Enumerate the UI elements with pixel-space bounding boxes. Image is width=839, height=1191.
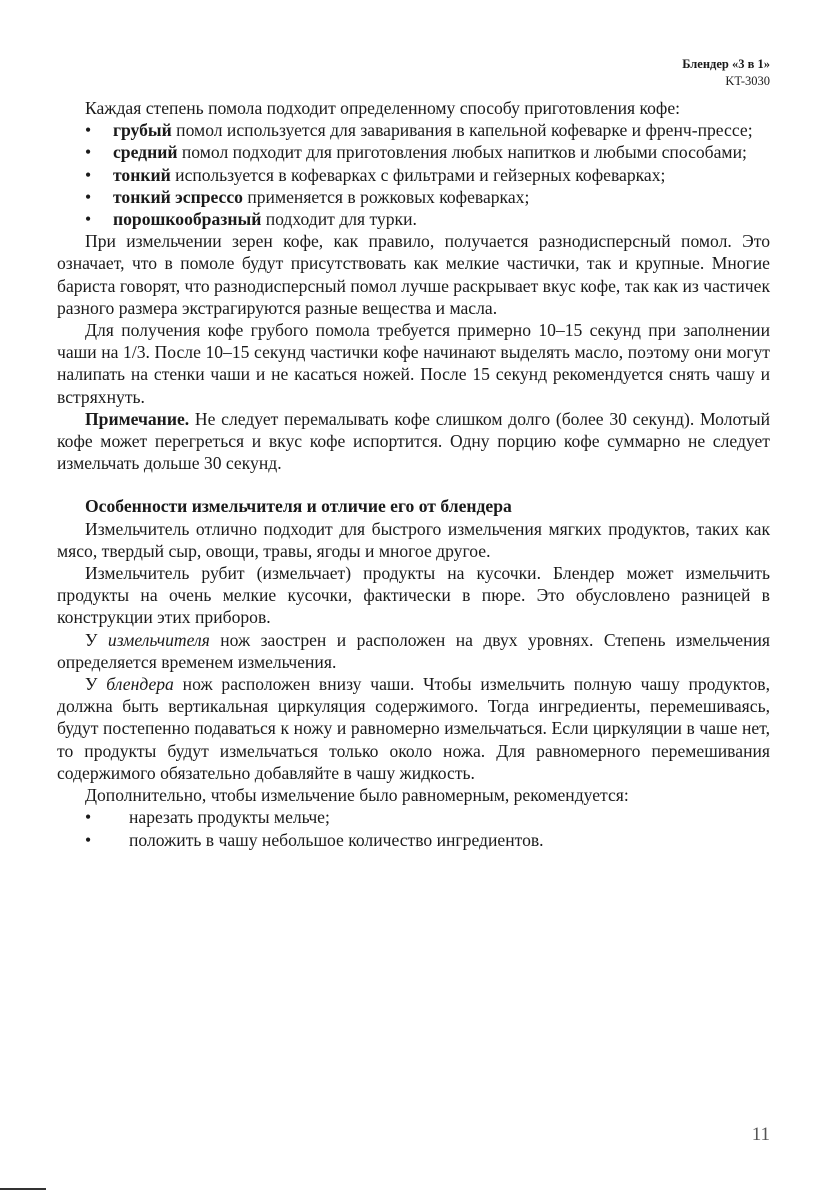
bullet: • <box>85 829 92 850</box>
paragraph-chopper-knife: У измельчителя нож заострен и расположен на двух уровнях. Степень измельчения определяется временем измельчения. <box>57 629 771 672</box>
list-item <box>57 186 770 208</box>
grind-text: используется в кофеварках с фильтрами и гейзерных кофеварках; <box>170 164 666 185</box>
tips-list <box>57 806 770 850</box>
paragraph-grind-dispersion: При измельчении зерен кофе, как правило, получается разнодисперсный помол. Это означает, что в помоле будут присутствовать как мелкие частички, так и крупные. Многие бариста говорят, что разнодисперсный помол лучше раскрывает вкус кофе, так как из частичек разного размера экстрагируются разные вещества и масла. <box>57 231 770 318</box>
header-title: Блендер «3 в 1» <box>682 57 770 71</box>
grind-text: подходит для турки. <box>261 209 417 230</box>
grind-term: тонкий эспрессо <box>113 186 243 207</box>
section-title: Особенности измельчителя и отличие его от блендера <box>85 496 512 517</box>
intro-paragraph: Каждая степень помола подходит определенному способу приготовления кофе: <box>85 98 681 118</box>
paragraph-chopper-use: Измельчитель отлично подходит для быстрого измельчения мягких продуктов, таких как мясо, твердый сыр, овощи, травы, ягоды и многое другое. <box>57 518 770 561</box>
page-header <box>682 56 770 90</box>
page-content <box>57 97 770 851</box>
note-text: Не следует перемалывать кофе слишком долго (более 30 секунд). Молотый кофе может перегреться и вкус кофе испортится. Одну порцию кофе суммарно не следует измельчать дольше 30 секунд. <box>57 408 770 474</box>
section-spacer <box>57 474 770 495</box>
grind-text: помол подходит для приготовления любых напитков и любыми способами; <box>177 142 747 163</box>
emphasis-chopper: измельчителя <box>107 629 210 650</box>
grind-term: тонкий <box>113 164 171 185</box>
grind-types-list <box>57 119 770 230</box>
paragraph-recommendations: Дополнительно, чтобы измельчение было равномерным, рекомендуется: <box>85 785 629 806</box>
list-item <box>57 806 770 828</box>
note-label: Примечание. <box>85 408 190 429</box>
tip-text: положить в чашу небольшое количество ингредиентов. <box>129 829 544 850</box>
grind-term: грубый <box>113 120 172 141</box>
corner-mark <box>0 1188 46 1190</box>
note-paragraph <box>57 408 770 475</box>
list-item <box>57 829 770 851</box>
grind-term: порошкообразный <box>113 209 262 230</box>
bullet: • <box>85 142 92 163</box>
grind-text: применяется в рожковых кофеварках; <box>242 186 530 207</box>
paragraph-chopper-vs-blender: Измельчитель рубит (измельчает) продукты на кусочки. Блендер может измельчить продукты на очень мелкие кусочки, фактически в пюре. Это обусловлено разницей в конструкции этих приборов. <box>57 563 770 628</box>
list-item <box>57 164 770 186</box>
grind-term: средний <box>113 142 178 163</box>
paragraph-coarse-grind-time: Для получения кофе грубого помола требуется примерно 10–15 секунд при заполнении чаши на 1/3. После 10–15 секунд частички кофе начинают выделять масло, поэтому они могут налипать на стенки чаши и не касаться ножей. После 15 секунд рекомендуется снять чашу и встряхнуть. <box>57 320 770 407</box>
paragraph-blender-knife: У блендера нож расположен внизу чаши. Чтобы измельчить полную чашу продуктов, должна быть вертикальная циркуляция содержимого. Тогда ингредиенты, перемешиваясь, будут постепенно подаваться к ножу и равномерно измельчаться. Если циркуляции в чаше нет, то продукты будут измельчаться только около ножа. Для равномерного перемешивания содержимого обязательно добавляйте в чашу жидкость. <box>57 674 770 783</box>
bullet: • <box>85 186 92 207</box>
page-number: 11 <box>751 1124 770 1145</box>
bullet: • <box>85 120 92 141</box>
tip-text: нарезать продукты мельче; <box>129 807 330 828</box>
list-item <box>57 141 770 163</box>
grind-text: помол используется для заваривания в капельной кофеварке и френч-прессе; <box>171 120 753 141</box>
emphasis-blender: блендера <box>106 674 174 695</box>
bullet: • <box>85 164 92 185</box>
bullet: • <box>85 807 92 828</box>
list-item <box>57 208 770 230</box>
header-model: KT-3030 <box>725 74 770 88</box>
list-item <box>57 119 770 141</box>
bullet: • <box>85 209 92 230</box>
